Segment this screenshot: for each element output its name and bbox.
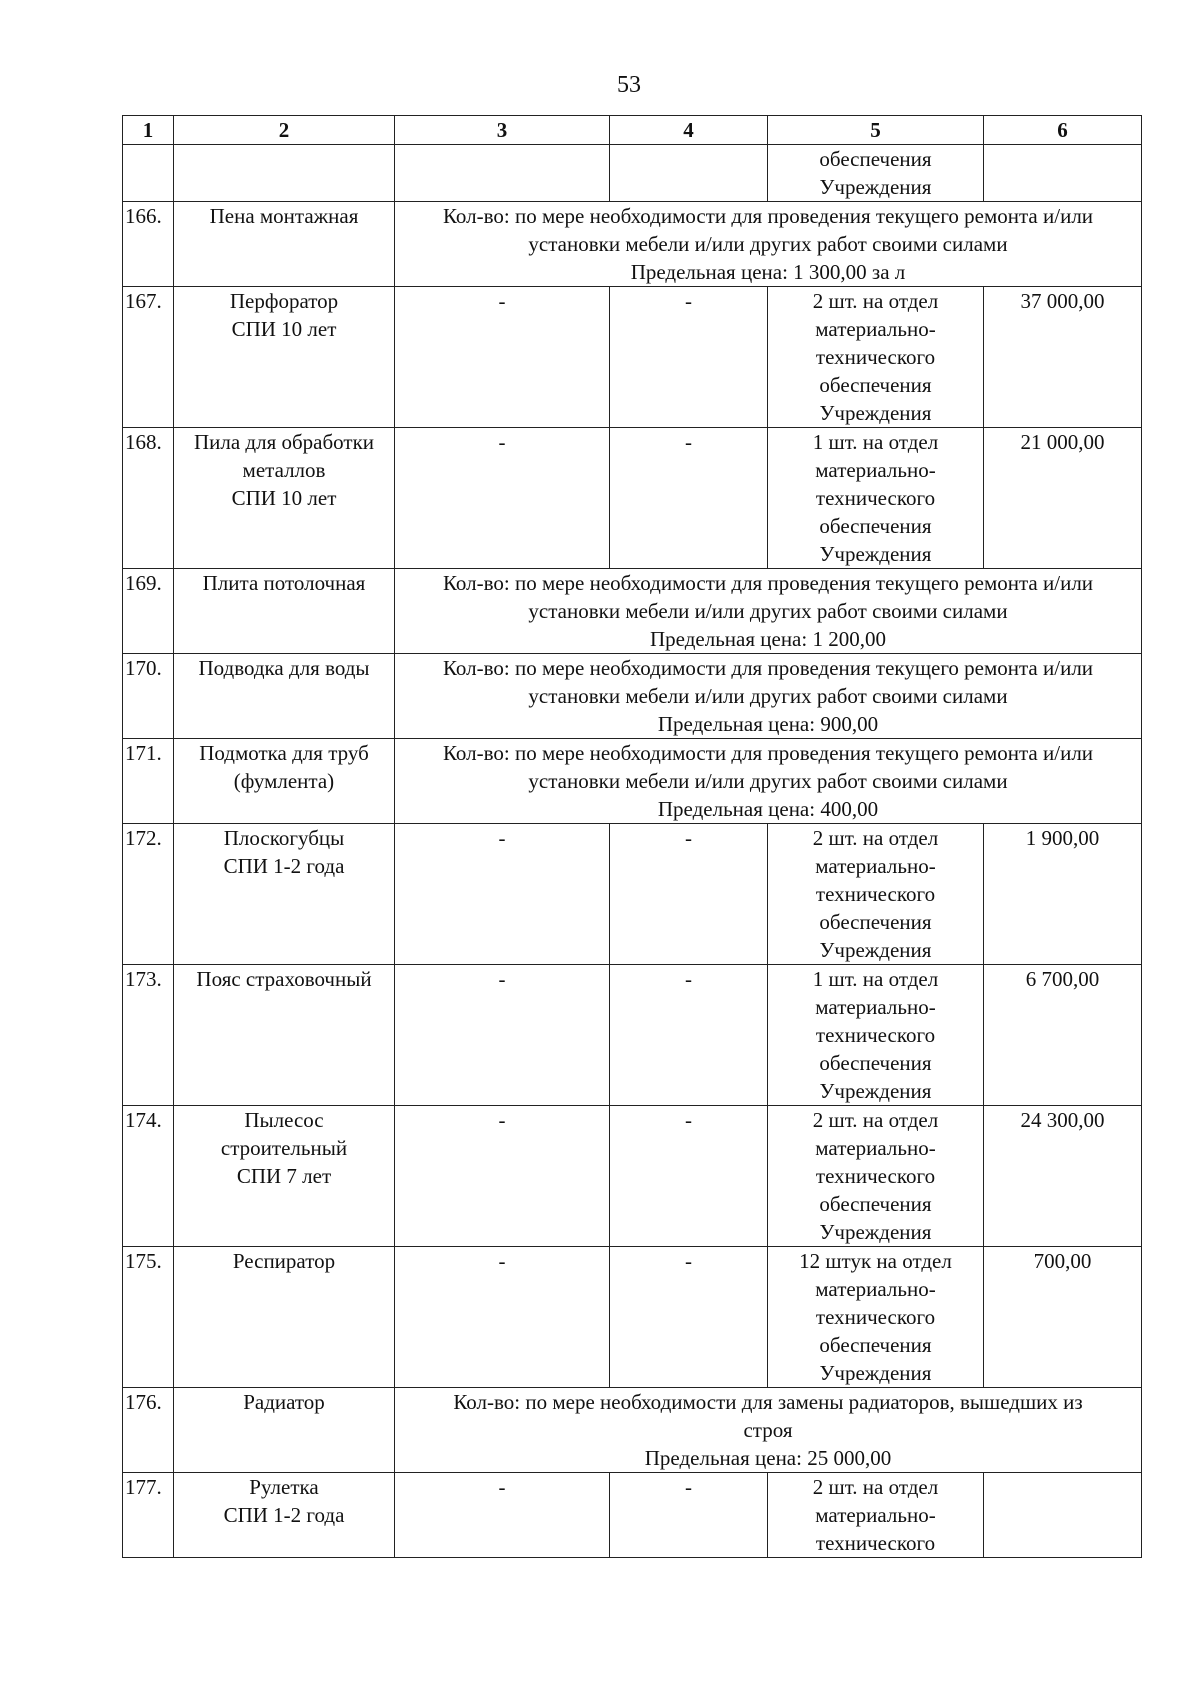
merged-note: Кол-во: по мере необходимости для проведения текущего ремонта и/или установки мебели и/или других работ своими силами Предельная цена: 1 300,00 за л: [395, 202, 1142, 287]
row-number: 171.: [123, 739, 174, 824]
price-cell: [984, 1473, 1142, 1558]
row-number: 172.: [123, 824, 174, 965]
column-4-value: [610, 145, 768, 202]
merged-note: Кол-во: по мере необходимости для проведения текущего ремонта и/или установки мебели и/или других работ своими силами Предельная цена: 400,00: [395, 739, 1142, 824]
row-number: 169.: [123, 569, 174, 654]
column-4-value: -: [610, 1473, 768, 1558]
row-number: 174.: [123, 1106, 174, 1247]
column-3-value: -: [395, 1247, 610, 1388]
item-name: Подмотка для труб (фумлента): [174, 739, 395, 824]
page-number: 53: [617, 72, 641, 98]
merged-note: Кол-во: по мере необходимости для проведения текущего ремонта и/или установки мебели и/или других работ своими силами Предельная цена: 900,00: [395, 654, 1142, 739]
quantity-cell: 1 шт. на отдел материально- технического обеспечения Учреждения: [768, 428, 984, 569]
column-3-value: -: [395, 287, 610, 428]
column-header: 4: [610, 116, 768, 145]
table-row: [123, 824, 1142, 965]
price-cell: 1 900,00: [984, 824, 1142, 965]
column-4-value: -: [610, 1106, 768, 1247]
column-4-value: -: [610, 287, 768, 428]
item-name: Пена монтажная: [174, 202, 395, 287]
price-cell: [984, 145, 1142, 202]
column-3-value: [395, 145, 610, 202]
price-cell: 21 000,00: [984, 428, 1142, 569]
quantity-cell: обеспечения Учреждения: [768, 145, 984, 202]
quantity-cell: 2 шт. на отдел материально- технического обеспечения Учреждения: [768, 287, 984, 428]
table-row: [123, 1388, 1142, 1473]
quantity-cell: 12 штук на отдел материально- технического обеспечения Учреждения: [768, 1247, 984, 1388]
document-table: [122, 115, 1142, 1558]
table-row: [123, 287, 1142, 428]
column-3-value: -: [395, 1473, 610, 1558]
row-number: 167.: [123, 287, 174, 428]
item-name: Радиатор: [174, 1388, 395, 1473]
item-name: Рулетка СПИ 1-2 года: [174, 1473, 395, 1558]
column-header: 6: [984, 116, 1142, 145]
row-number: 177.: [123, 1473, 174, 1558]
item-name: Подводка для воды: [174, 654, 395, 739]
table-row: [123, 145, 1142, 202]
column-header: 2: [174, 116, 395, 145]
column-4-value: -: [610, 824, 768, 965]
price-cell: 37 000,00: [984, 287, 1142, 428]
item-name: Перфоратор СПИ 10 лет: [174, 287, 395, 428]
quantity-cell: 1 шт. на отдел материально- технического обеспечения Учреждения: [768, 965, 984, 1106]
column-4-value: -: [610, 965, 768, 1106]
price-cell: 700,00: [984, 1247, 1142, 1388]
table-row: [123, 1106, 1142, 1247]
column-header: 3: [395, 116, 610, 145]
row-number: 176.: [123, 1388, 174, 1473]
item-name: Пила для обработки металлов СПИ 10 лет: [174, 428, 395, 569]
table-row: [123, 428, 1142, 569]
row-number: 170.: [123, 654, 174, 739]
table-row: [123, 202, 1142, 287]
item-name: Плита потолочная: [174, 569, 395, 654]
quantity-cell: 2 шт. на отдел материально- технического обеспечения Учреждения: [768, 1106, 984, 1247]
row-number: 173.: [123, 965, 174, 1106]
row-number: 175.: [123, 1247, 174, 1388]
row-number: 168.: [123, 428, 174, 569]
row-number: 166.: [123, 202, 174, 287]
column-3-value: -: [395, 965, 610, 1106]
merged-note: Кол-во: по мере необходимости для проведения текущего ремонта и/или установки мебели и/или других работ своими силами Предельная цена: 1 200,00: [395, 569, 1142, 654]
table-row: [123, 1247, 1142, 1388]
item-name: Респиратор: [174, 1247, 395, 1388]
quantity-cell: 2 шт. на отдел материально- технического обеспечения Учреждения: [768, 824, 984, 965]
column-header: 1: [123, 116, 174, 145]
table-row: [123, 569, 1142, 654]
column-4-value: -: [610, 1247, 768, 1388]
column-4-value: -: [610, 428, 768, 569]
column-header: 5: [768, 116, 984, 145]
item-name: Плоскогубцы СПИ 1-2 года: [174, 824, 395, 965]
quantity-cell: 2 шт. на отдел материально- технического: [768, 1473, 984, 1558]
column-3-value: -: [395, 1106, 610, 1247]
column-3-value: -: [395, 428, 610, 569]
price-cell: 24 300,00: [984, 1106, 1142, 1247]
merged-note: Кол-во: по мере необходимости для замены радиаторов, вышедших из строя Предельная цена: 25 000,00: [395, 1388, 1142, 1473]
table-row: [123, 654, 1142, 739]
table-row: [123, 1473, 1142, 1558]
table-row: [123, 739, 1142, 824]
price-cell: 6 700,00: [984, 965, 1142, 1106]
table-row: [123, 965, 1142, 1106]
item-name: Пояс страховочный: [174, 965, 395, 1106]
column-3-value: -: [395, 824, 610, 965]
table-header-row: [123, 116, 1142, 145]
item-name: [174, 145, 395, 202]
row-number: [123, 145, 174, 202]
item-name: Пылесос строительный СПИ 7 лет: [174, 1106, 395, 1247]
